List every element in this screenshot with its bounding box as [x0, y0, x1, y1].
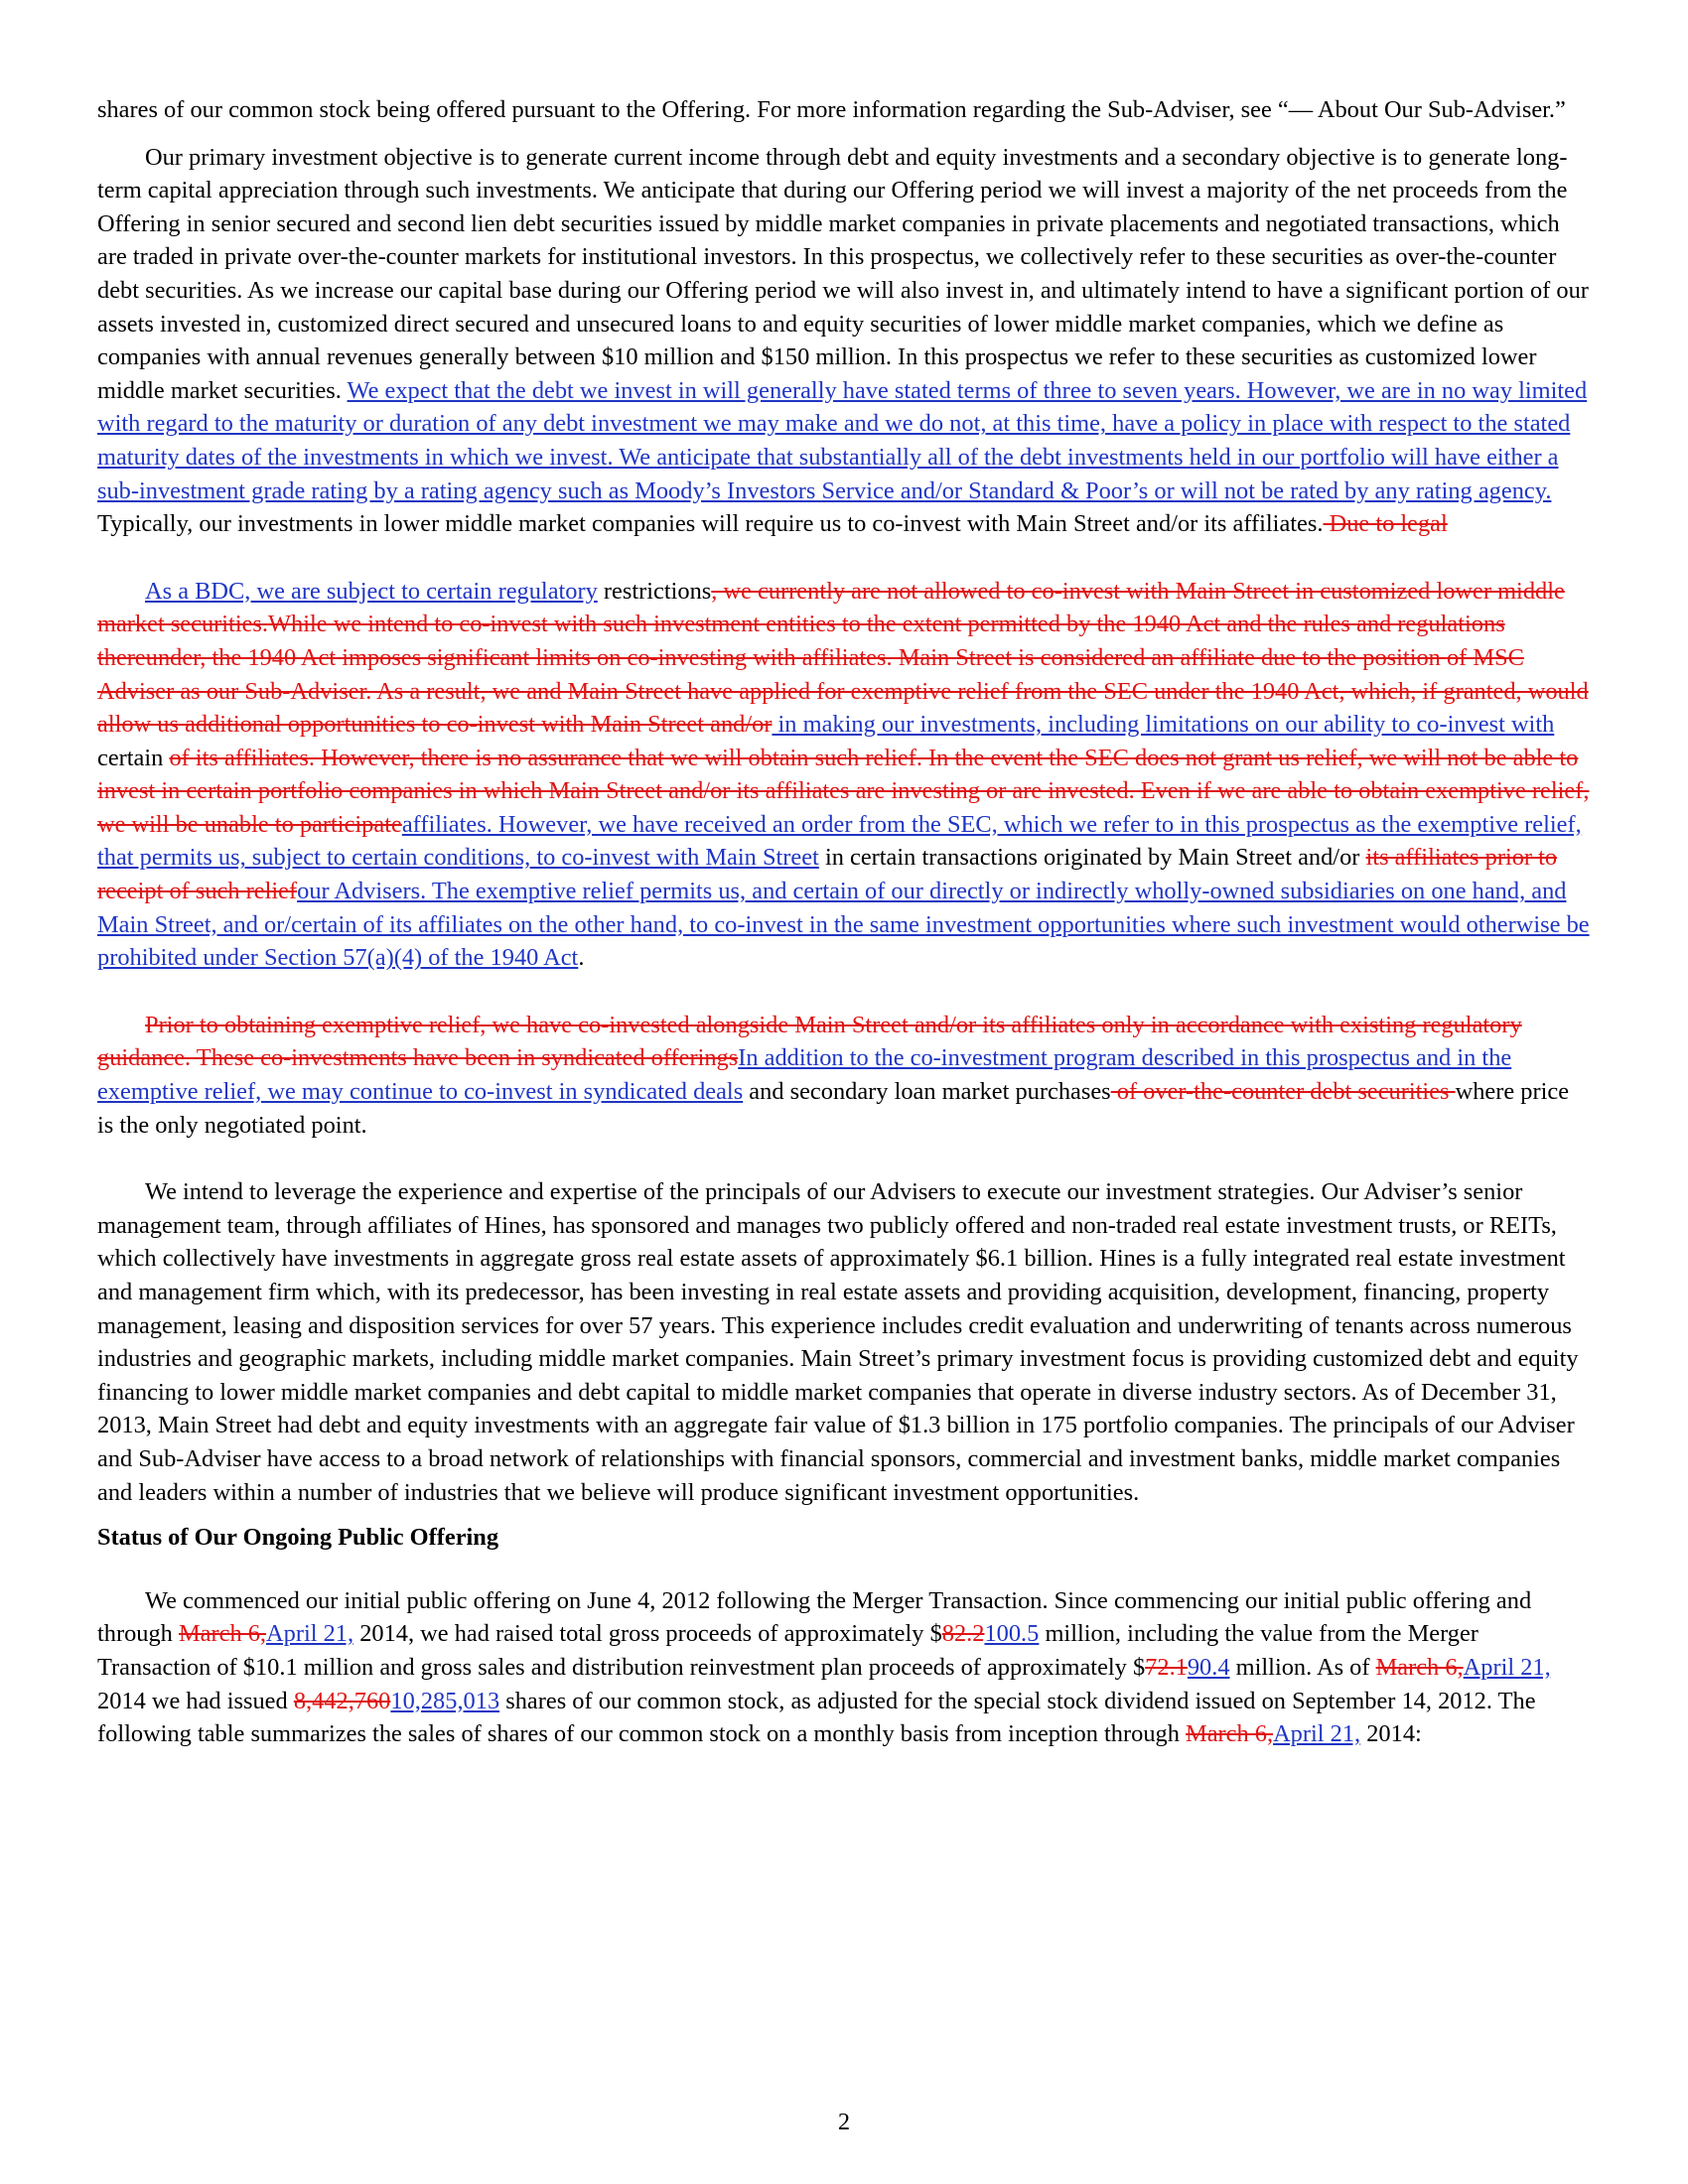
inserted-text: our Advisers. The exemptive relief permits us, and certain of our directly or indirectly wholly-owned subsidiaries on one hand, and Main Street, and or/certain of its affiliates on the other hand, to co-invest in the same investment opportunities where such investment would otherwise be prohibited under Section 57(a)(4) of the 1940 Act: [97, 878, 1590, 972]
deleted-date: March 6,: [1375, 1653, 1464, 1681]
status-paragraph: [97, 1584, 1591, 1751]
inserted-text: in making our investments, including limitations on our ability to co-invest with: [772, 711, 1555, 739]
inserted-text: In addition to the co-investment program described in this prospectus and in the exemptive relief, we may continue to co-invest in syndicated deals: [97, 1044, 1512, 1106]
inserted-date: April 21,: [266, 1620, 354, 1648]
deleted-text: Prior to obtaining exemptive relief, we have co-invested alongside Main Street and/or its affiliates only in accordance with existing regulatory guidance. These co-investments have been in syndicated offerings: [97, 1011, 1522, 1072]
deleted-text: of its affiliates. However, there is no assurance that we will obtain such relief. In the event the SEC does not grant us relief, we will not be able to invest in certain portfolio companies in which Main Street and/or its affiliates are investing or are invested. Even if we are able to obtain exemptive relief, we will be unable to participate: [97, 744, 1590, 838]
experience-paragraph: [97, 1175, 1591, 1509]
status-text: shares of our common stock, as adjusted for the special stock dividend issued on September 14, 2012. The following table summarizes the sales of shares of our common stock on a monthly basis from inception through: [97, 1687, 1536, 1748]
deleted-share-count: 8,442,760: [293, 1687, 391, 1714]
inserted-amount: 100.5: [984, 1620, 1040, 1648]
inserted-amount: 90.4: [1187, 1653, 1230, 1681]
status-text: 2014:: [1360, 1720, 1422, 1748]
inserted-date: April 21,: [1273, 1720, 1361, 1748]
regulatory-paragraph: [97, 575, 1591, 975]
syndicated-text: and secondary loan market purchases: [743, 1078, 1111, 1106]
experience-text: We intend to leverage the experience and expertise of the principals of our Advisers to execute our investment strategies. Our Adviser’s senior management team, through affiliates of Hines, has sponsored and manages two publicly offered and non-traded real estate investment trusts, or REITs, which collectively have investments in aggregate gross real estate assets of approximately $6.1 billion. Hines is a fully integrated real estate investment and management firm which, with its predecessor, has been investing in real estate assets and providing acquisition, development, financing, property management, leasing and disposition services for over 57 years. This experience includes credit evaluation and underwriting of tenants across numerous industries and geographic markets, including middle market companies. Main Street’s primary investment focus is providing customized debt and equity financing to lower middle market companies and debt capital to middle market companies that operate in diverse industry sectors. As of December 31, 2013, Main Street had debt and equity investments with an aggregate fair value of $1.3 billion in 175 portfolio companies. The principals of our Adviser and Sub-Adviser have access to a broad network of relationships with financial sponsors, commercial and investment banks, middle market companies and leaders within a number of industries that we believe will produce significant investment opportunities.: [97, 1178, 1579, 1506]
deleted-text: of over-the-counter debt securities: [1110, 1078, 1456, 1106]
status-text: 2014 we had issued: [97, 1687, 294, 1714]
document-page: [97, 93, 1591, 1751]
page-number: 2: [837, 2109, 851, 2135]
status-text: We commenced our initial public offering on June 4, 2012 following the Merger Transaction. Since commencing our initial public offering and through: [97, 1586, 1532, 1648]
regulatory-text: restrictions: [597, 577, 712, 605]
deleted-date: March 6,: [178, 1620, 267, 1648]
investment-objective-paragraph: [97, 141, 1591, 541]
status-text: million. As of: [1229, 1653, 1376, 1681]
inserted-text: affiliates. However, we have received an order from the SEC, which we refer to in this prospectus as the exemptive relief, that permits us, subject to certain conditions, to co-invest with Main Street: [97, 810, 1582, 872]
section-heading: Status of Our Ongoing Public Offering: [97, 1524, 499, 1552]
status-text: 2014, we had raised total gross proceeds of approximately $: [353, 1620, 942, 1648]
regulatory-text: certain: [97, 744, 170, 771]
inserted-text: We expect that the debt we invest in will generally have stated terms of three to seven years. However, we are in no way limited with regard to the maturity or duration of any debt investment we may make and we do not, at this time, have a policy in place with respect to the stated maturity dates of the investments in which we invest. We anticipate that substantially all of the debt investments held in our portfolio will have either a sub-investment grade rating by a rating agency such as Moody’s Investors Service and/or Standard & Poor’s or will not be rated by any rating agency.: [97, 376, 1588, 504]
deleted-amount: 72.1: [1145, 1653, 1188, 1681]
syndicated-paragraph: [97, 1009, 1591, 1142]
syndicated-text: where price is the only negotiated point.: [97, 1078, 1570, 1139]
deleted-text: its affiliates prior to receipt of such relief: [97, 844, 1558, 905]
objective-text-2: Typically, our investments in lower middle market companies will require us to co-invest with Main Street and/or its affiliates.: [97, 510, 1324, 538]
inserted-date: April 21,: [1463, 1653, 1551, 1681]
deleted-date: March 6,: [1186, 1720, 1274, 1748]
deleted-amount: 82.2: [941, 1620, 985, 1648]
inserted-share-count: 10,285,013: [390, 1687, 500, 1714]
regulatory-text: in certain transactions originated by Main Street and/or: [818, 844, 1366, 872]
status-text: million, including the value from the Merger Transaction of $10.1 million and gross sales and distribution reinvestment plan proceeds of approximately $: [97, 1620, 1478, 1681]
intro-text: shares of our common stock being offered pursuant to the Offering. For more information regarding the Sub-Adviser, see “— About Our Sub-Adviser.”: [97, 96, 1566, 123]
objective-text: Our primary investment objective is to generate current income through debt and equity investments and a secondary objective is to generate long-term capital appreciation through such investments. We anticipate that during our Offering period we will invest a majority of the net proceeds from the Offering in senior secured and second lien debt securities issued by middle market companies in private placements and negotiated transactions, which are traded in private over-the-counter markets for institutional investors. In this prospectus, we collectively refer to these securities as over-the-counter debt securities. As we increase our capital base during our Offering period we will also invest in, and ultimately intend to have a significant portion of our assets invested in, customized direct secured and unsecured loans to and equity securities of lower middle market companies, which we define as companies with annual revenues generally between $10 million and $150 million. In this prospectus we refer to these securities as customized lower middle market securities.: [97, 143, 1589, 404]
regulatory-text: .: [578, 944, 585, 972]
deleted-text: Due to legal: [1323, 510, 1448, 538]
deleted-text: , we currently are not allowed to co-invest with Main Street in customized lower middle market securities.While we intend to co-invest with such investment entities to the extent permitted by the 1940 Act and the rules and regulations thereunder, the 1940 Act imposes significant limits on co-investing with affiliates. Main Street is considered an affiliate due to the position of MSC Adviser as our Sub-Adviser. As a result, we and Main Street have applied for exemptive relief from the SEC under the 1940 Act, which, if granted, would allow us additional opportunities to co-invest with Main Street and/or: [97, 577, 1589, 739]
inserted-text: As a BDC, we are subject to certain regulatory: [145, 577, 598, 605]
intro-paragraph: [97, 93, 1591, 127]
